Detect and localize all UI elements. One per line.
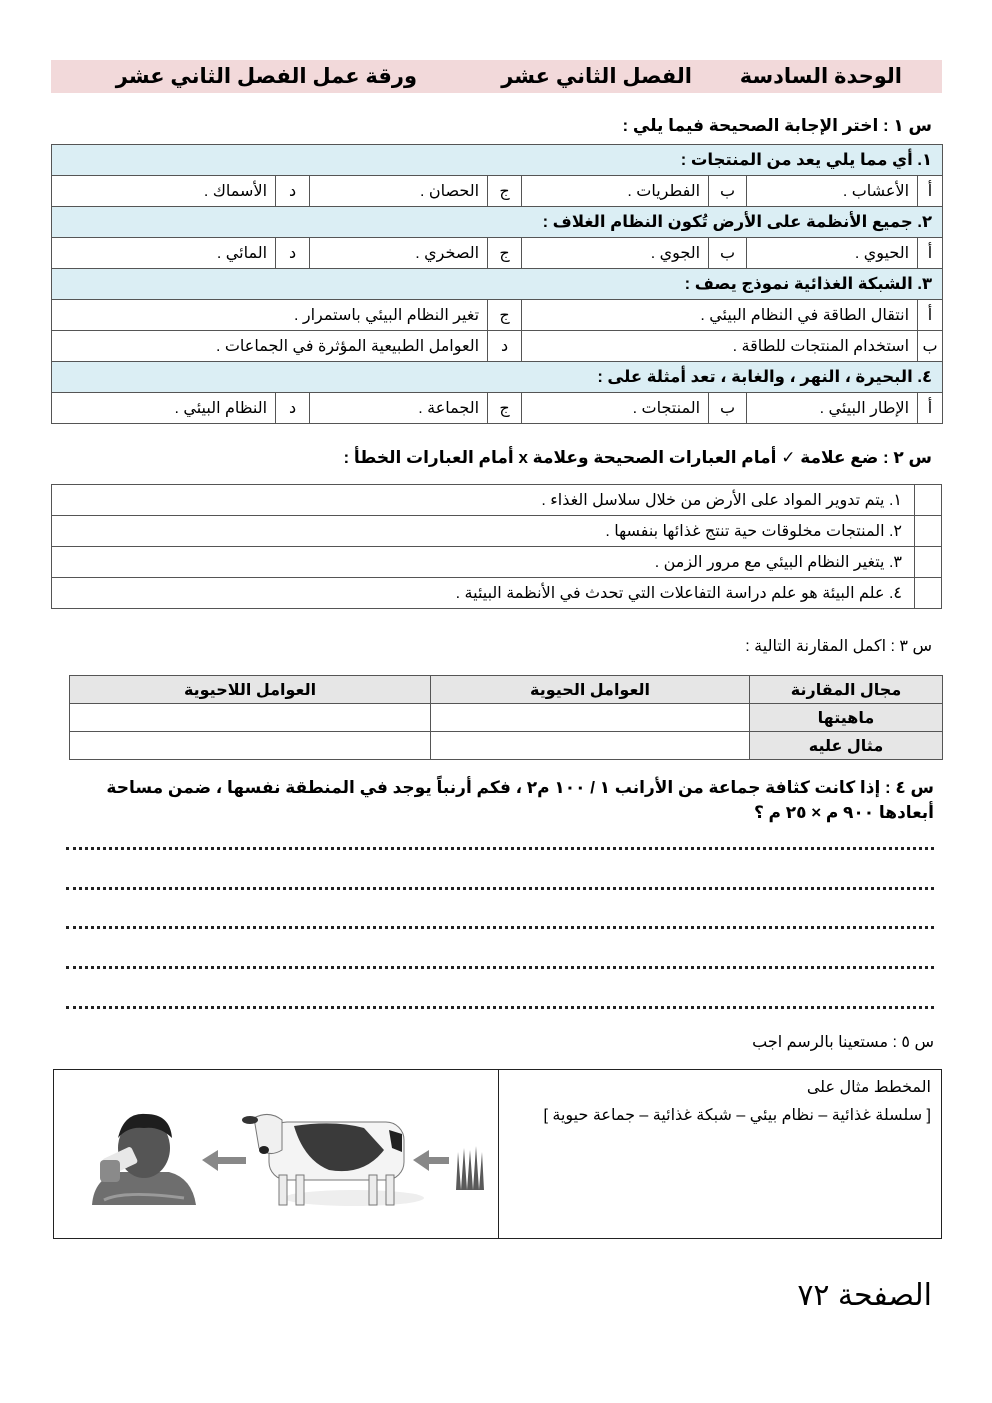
comparison-header-row xyxy=(70,676,943,704)
option-a[interactable]: الإطار البيئي . xyxy=(747,393,918,424)
answer-mark-box[interactable] xyxy=(915,516,942,547)
option-b[interactable]: المنتجات . xyxy=(522,393,709,424)
option-d[interactable]: العوامل الطبيعية المؤثرة في الجماعات . xyxy=(52,331,488,362)
statement-row xyxy=(52,578,942,609)
option-letter: ج xyxy=(488,238,522,269)
q5-box xyxy=(53,1069,942,1239)
option-a[interactable]: الأعشاب . xyxy=(747,176,918,207)
answer-line[interactable] xyxy=(66,843,934,850)
option-letter: ج xyxy=(488,300,522,331)
col-header-biotic: العوامل الحيوية xyxy=(431,676,750,704)
question-stem: ١. أي مما يلي يعد من المنتجات : xyxy=(52,145,943,176)
col-header-field: مجال المقارنة xyxy=(750,676,943,704)
comparison-row-definition xyxy=(70,704,943,732)
option-c[interactable]: الحصان . xyxy=(310,176,488,207)
statement-row xyxy=(52,516,942,547)
statement-text: ٤. علم البيئة هو علم دراسة التفاعلات التي تحدث في الأنظمة البيئية . xyxy=(52,578,915,609)
option-letter: أ xyxy=(918,238,943,269)
q4-question: س ٤ : إذا كانت كثافة جماعة من الأرانب ١ / ١٠٠ م٢ ، فكم أرنباً يوجد في المنطقة نفسها ، ضمن مساحة أبعادها ٩٠٠ م × ٢٥ م ؟ xyxy=(106,778,934,822)
option-c[interactable]: تغير النظام البيئي باستمرار . xyxy=(52,300,488,331)
q1-options-row xyxy=(52,176,943,207)
option-letter: ب xyxy=(709,238,747,269)
option-letter: د xyxy=(276,238,310,269)
option-c[interactable]: الصخري . xyxy=(310,238,488,269)
option-letter: ب xyxy=(709,176,747,207)
q1-table xyxy=(51,144,943,424)
option-d[interactable]: النظام البيئي . xyxy=(52,393,276,424)
q5-divider xyxy=(498,1070,499,1238)
q1-title: س ١ : اختر الإجابة الصحيحة فيما يلي : xyxy=(622,116,932,135)
q2-stem-row xyxy=(52,207,943,238)
grass-icon xyxy=(456,1146,484,1190)
q5-text xyxy=(511,1074,931,1130)
option-letter: ب xyxy=(918,331,943,362)
abiotic-cell[interactable] xyxy=(70,732,431,760)
q2-options-row xyxy=(52,238,943,269)
answer-line[interactable] xyxy=(66,922,934,929)
row-label: ماهيتها xyxy=(750,704,943,732)
answer-mark-box[interactable] xyxy=(915,485,942,516)
q3-title: س ٣ : اكمل المقارنة التالية : xyxy=(745,638,932,655)
option-letter: د xyxy=(488,331,522,362)
answer-line[interactable] xyxy=(66,962,934,969)
option-a[interactable]: انتقال الطاقة في النظام البيئي . xyxy=(522,300,918,331)
unit-title: الوحدة السادسة xyxy=(739,65,902,88)
option-letter: د xyxy=(276,393,310,424)
answer-line[interactable] xyxy=(66,883,934,890)
biotic-cell[interactable] xyxy=(431,732,750,760)
option-letter: ب xyxy=(709,393,747,424)
statement-text: ٢. المنتجات مخلوقات حية تنتج غذائها بنفسها . xyxy=(52,516,915,547)
q5-choices: [ سلسلة غذائية – نظام بيئي – شبكة غذائية – جماعة حيوية ] xyxy=(543,1107,931,1124)
chapter-title: الفصل الثاني عشر xyxy=(501,65,692,88)
q4-options-row xyxy=(52,393,943,424)
question-stem: ٣. الشبكة الغذائية نموذج يصف : xyxy=(52,269,943,300)
option-letter: د xyxy=(276,176,310,207)
header-band xyxy=(51,60,942,93)
answer-mark-box[interactable] xyxy=(915,578,942,609)
option-letter: أ xyxy=(918,300,943,331)
q5-prompt: المخطط مثال على xyxy=(806,1079,931,1096)
col-header-abiotic: العوامل اللاحيوية xyxy=(70,676,431,704)
arrow-left-icon xyxy=(202,1150,246,1171)
row-label: مثال عليه xyxy=(750,732,943,760)
option-b[interactable]: الجوي . xyxy=(522,238,709,269)
option-b[interactable]: استخدام المنتجات للطاقة . xyxy=(522,331,918,362)
biotic-cell[interactable] xyxy=(431,704,750,732)
option-letter: ج xyxy=(488,393,522,424)
q3-stem-row xyxy=(52,269,943,300)
q4-stem-row xyxy=(52,362,943,393)
page-number: الصفحة ٧٢ xyxy=(797,1279,932,1312)
statement-text: ٣. يتغير النظام البيئي مع مرور الزمن . xyxy=(52,547,915,578)
q3-comparison-table xyxy=(69,675,943,760)
statement-text: ١. يتم تدوير المواد على الأرض من خلال سلاسل الغذاء . xyxy=(52,485,915,516)
answer-mark-box[interactable] xyxy=(915,547,942,578)
option-c[interactable]: الجماعة . xyxy=(310,393,488,424)
comparison-row-example xyxy=(70,732,943,760)
q3-options-row-1 xyxy=(52,300,943,331)
worksheet-title: ورقة عمل الفصل الثاني عشر xyxy=(115,65,417,88)
option-letter: أ xyxy=(918,176,943,207)
q2-title: س ٢ : ضع علامة ✓ أمام العبارات الصحيحة وعلامة x أمام العبارات الخطأ : xyxy=(343,448,932,467)
option-letter: ج xyxy=(488,176,522,207)
abiotic-cell[interactable] xyxy=(70,704,431,732)
statement-row xyxy=(52,485,942,516)
boy-drinking-milk-icon xyxy=(92,1114,196,1205)
cow-icon xyxy=(242,1114,424,1206)
option-b[interactable]: الفطريات . xyxy=(522,176,709,207)
option-a[interactable]: الحيوي . xyxy=(747,238,918,269)
answer-line[interactable] xyxy=(66,1002,934,1009)
q2-table xyxy=(51,484,942,609)
statement-row xyxy=(52,547,942,578)
question-stem: ٤. البحيرة ، النهر ، والغابة ، تعد أمثلة على : xyxy=(52,362,943,393)
q5-title: س ٥ : مستعينا بالرسم اجب xyxy=(752,1034,934,1051)
option-d[interactable]: الأسماك . xyxy=(52,176,276,207)
q1-stem-row xyxy=(52,145,943,176)
q3-options-row-2 xyxy=(52,331,943,362)
food-chain-diagram xyxy=(64,1090,484,1220)
question-stem: ٢. جميع الأنظمة على الأرض تُكون النظام الغلاف : xyxy=(52,207,943,238)
option-letter: أ xyxy=(918,393,943,424)
option-d[interactable]: المائي . xyxy=(52,238,276,269)
arrow-left-icon xyxy=(413,1150,449,1171)
